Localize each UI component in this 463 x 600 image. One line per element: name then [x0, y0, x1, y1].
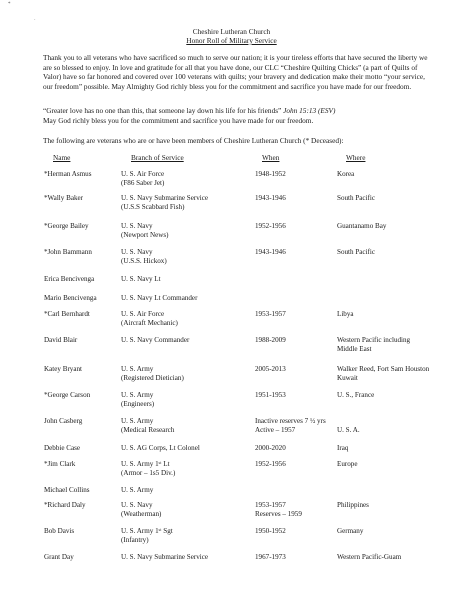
- veteran-branch-text: U. S. Navy Lt: [121, 275, 161, 283]
- veteran-when-text: 1943-1946: [255, 248, 286, 256]
- veteran-where-text: [337, 562, 401, 571]
- veteran-when-text: [255, 536, 286, 545]
- veteran-branch-text: U. S. Air Force: [121, 170, 165, 178]
- veteran-name-cell: [44, 391, 90, 400]
- veteran-when-text: 1952-1956: [255, 222, 286, 230]
- veteran-branch-cell: [121, 365, 184, 384]
- veteran-name-text: *Carl Bernhardt: [44, 310, 90, 318]
- veteran-when-text: [255, 294, 257, 303]
- veteran-name-text: *George Bailey: [44, 222, 89, 230]
- veteran-where-text: [337, 469, 358, 478]
- veteran-name-text: *John Bammann: [44, 248, 92, 256]
- veteran-where-cell: [337, 553, 401, 572]
- veteran-name-text: David Blair: [44, 336, 78, 344]
- veteran-when-cell: [255, 391, 286, 410]
- veteran-name-text: Mario Bencivenga: [44, 294, 97, 302]
- veteran-branch-cell: [121, 553, 208, 572]
- veteran-when-text: [255, 179, 286, 188]
- veteran-branch-text: U. S. Navy Submarine Service: [121, 194, 209, 202]
- veteran-where-cell: [337, 501, 369, 520]
- veteran-branch-text: (Aircraft Mechanic): [121, 319, 178, 328]
- veteran-where-cell: [337, 248, 375, 267]
- veteran-when-text: [255, 203, 286, 212]
- veteran-name-text: Grant Day: [44, 553, 74, 561]
- veteran-branch-cell: [121, 501, 161, 520]
- veteran-branch-cell: [121, 170, 164, 189]
- veteran-when-cell: [255, 336, 286, 355]
- veteran-when-text: 1951-1953: [255, 391, 286, 399]
- veteran-branch-text: (Infantry): [121, 536, 149, 545]
- veteran-when-cell: [255, 365, 286, 384]
- veteran-when-text: Active – 1957: [255, 426, 296, 435]
- veteran-branch-text: U. S. Navy Commander: [121, 336, 190, 344]
- veteran-where-text: [337, 417, 360, 426]
- veteran-when-text: 1967-1973: [255, 553, 286, 561]
- veteran-branch-text: U. S. Army 1ˢᵗ Lt: [121, 460, 170, 468]
- veteran-branch-text: U. S. Navy Submarine Service: [121, 553, 209, 561]
- veteran-where-cell: [337, 365, 429, 384]
- list-intro: The following are veterans who are or have been members of Cheshire Lutheran Church (* Deceased):: [43, 136, 344, 145]
- veteran-where-text: Guantanamo Bay: [337, 222, 387, 230]
- veteran-branch-cell: [121, 222, 168, 241]
- veteran-name-text: *George Carson: [44, 391, 91, 399]
- veteran-where-cell: [337, 170, 354, 189]
- column-header-branch: Branch of Service: [131, 153, 184, 162]
- veteran-name-text: John Casberg: [44, 417, 83, 425]
- veteran-when-cell: [255, 501, 302, 520]
- veteran-branch-text: [121, 562, 208, 571]
- veteran-name-cell: [44, 501, 86, 510]
- veteran-branch-text: U. S. Navy: [121, 501, 153, 509]
- veteran-when-cell: [255, 527, 286, 546]
- veteran-where-text: Middle East: [337, 345, 372, 354]
- veteran-where-cell: [337, 391, 374, 410]
- veteran-where-text: [337, 275, 339, 284]
- veteran-where-text: [337, 284, 339, 293]
- veteran-name-cell: [44, 294, 97, 303]
- veteran-name-cell: [44, 275, 94, 284]
- veteran-name-cell: [44, 336, 77, 345]
- veteran-where-text: [337, 400, 374, 409]
- veteran-name-cell: [44, 170, 91, 179]
- veteran-when-cell: [255, 170, 286, 189]
- veteran-where-text: South Pacific: [337, 248, 376, 256]
- veteran-where-text: U. S. A.: [337, 426, 360, 435]
- verse-blessing: May God richly bless you for the commitment and sacrifice you have made for our freedom.: [43, 115, 314, 125]
- veteran-when-text: [255, 275, 257, 284]
- veteran-name-cell: [44, 553, 74, 562]
- veteran-branch-text: (F86 Saber Jet): [121, 179, 165, 188]
- veteran-where-text: [337, 179, 354, 188]
- veteran-when-text: [255, 257, 286, 266]
- veteran-where-text: Europe: [337, 460, 358, 468]
- veteran-branch-text: U. S. Army: [121, 486, 154, 494]
- veteran-name-cell: [44, 194, 83, 203]
- veteran-branch-text: U. S. Army: [121, 365, 154, 373]
- veteran-where-text: [337, 486, 339, 495]
- veteran-where-text: Western Pacific-Guam: [337, 553, 402, 561]
- veteran-branch-cell: [121, 248, 167, 267]
- veteran-where-text: Kuwait: [337, 374, 358, 383]
- verse-paragraph: [43, 106, 433, 125]
- veteran-where-text: [337, 203, 375, 212]
- veteran-when-cell: [255, 194, 286, 213]
- veteran-when-text: 1988-2009: [255, 336, 286, 344]
- veteran-where-cell: [337, 194, 375, 213]
- veteran-where-text: Western Pacific including: [337, 336, 411, 344]
- veteran-where-text: Walker Reed, Fort Sam Houston: [337, 365, 430, 373]
- veteran-where-cell: [337, 417, 360, 436]
- veteran-when-text: [255, 486, 257, 495]
- veteran-where-text: [337, 536, 363, 545]
- veteran-where-cell: [337, 527, 363, 546]
- veteran-where-text: Iraq: [337, 444, 349, 452]
- veteran-branch-cell: [121, 194, 208, 213]
- veteran-where-text: Korea: [337, 170, 355, 178]
- veteran-branch-text: U. S. Army: [121, 391, 154, 399]
- column-header-name: Name: [53, 153, 71, 162]
- veteran-when-text: [255, 319, 286, 328]
- veteran-when-cell: [255, 222, 286, 241]
- veteran-when-cell: [255, 275, 257, 294]
- veteran-where-text: U. S., France: [337, 391, 375, 399]
- veteran-when-text: [255, 284, 257, 293]
- veteran-when-text: [255, 469, 286, 478]
- veteran-name-cell: [44, 365, 82, 374]
- veteran-branch-cell: [121, 391, 154, 410]
- veteran-name-text: *Wally Baker: [44, 194, 84, 202]
- intro-paragraph: Thank you to all veterans who have sacrificed so much to serve our nation; it is your tireless efforts that have secured the liberty we are so blessed to enjoy. In love and gratitude for all that you have done, our CLC “Cheshire Quilting Chicks” (a part of Quilts of Valor) have so far honored and covered over 100 veterans with quilts; your bravery and dedication make their motto “your service, our freedom” possible. May Almighty God richly bless you for the commitment and sacrifice you have made for our freedom.: [43, 53, 428, 91]
- veteran-branch-text: U. S. Army 1ˢᵗ Sgt: [121, 527, 173, 535]
- veteran-where-text: [337, 294, 339, 303]
- veteran-where-cell: [337, 336, 410, 355]
- veteran-when-cell: [255, 417, 326, 436]
- veteran-branch-text: (Weatherman): [121, 510, 162, 519]
- veteran-name-cell: [44, 310, 90, 319]
- veteran-when-text: 1953-1957: [255, 501, 286, 509]
- veteran-when-text: Reserves – 1959: [255, 510, 302, 519]
- veteran-when-text: [255, 231, 286, 240]
- veteran-when-text: [255, 345, 286, 354]
- veteran-name-text: *Herman Asmus: [44, 170, 92, 178]
- veteran-branch-text: (Armor – 1s5 Div.): [121, 469, 176, 478]
- veteran-where-cell: [337, 460, 358, 479]
- veteran-name-text: Michael Collins: [44, 486, 90, 494]
- veteran-where-cell: [337, 222, 386, 241]
- verse-quote: “Greater love has no one than this, that someone lay down his life for his friends”: [43, 106, 282, 115]
- veteran-branch-text: U. S. Army: [121, 417, 154, 425]
- veteran-when-text: Inactive reserves 7 ½ yrs: [255, 417, 326, 425]
- veteran-name-cell: [44, 527, 74, 536]
- veteran-when-cell: [255, 553, 286, 572]
- veteran-when-text: 1952-1956: [255, 460, 286, 468]
- veteran-name-cell: [44, 248, 92, 257]
- document-header: [0, 27, 463, 45]
- veteran-when-text: 1943-1946: [255, 194, 286, 202]
- scan-mark: *: [8, 2, 11, 7]
- veteran-branch-text: U. S. Navy Lt Commander: [121, 294, 198, 302]
- veteran-name-text: Bob Davis: [44, 527, 75, 535]
- veteran-name-cell: [44, 460, 75, 469]
- veteran-when-text: [255, 400, 286, 409]
- veteran-branch-text: U. S. AG Corps, Lt Colonel: [121, 444, 200, 452]
- veteran-when-text: 1948-1952: [255, 170, 286, 178]
- veteran-name-cell: [44, 222, 89, 231]
- veteran-where-cell: [337, 275, 339, 294]
- veteran-branch-text: (Registered Dietician): [121, 374, 184, 383]
- veteran-branch-text: U. S. Navy: [121, 222, 153, 230]
- column-header-when: When: [262, 153, 280, 162]
- column-header-where: Where: [346, 153, 366, 162]
- veteran-when-text: 1953-1957: [255, 310, 286, 318]
- veteran-where-text: [337, 319, 354, 328]
- veteran-branch-cell: [121, 275, 161, 294]
- document-title: Honor Roll of Military Service: [186, 36, 277, 45]
- veteran-branch-cell: [121, 417, 174, 436]
- veteran-branch-text: [121, 284, 161, 293]
- veteran-when-text: [255, 562, 286, 571]
- veteran-when-cell: [255, 310, 286, 329]
- veteran-name-text: Debbie Case: [44, 444, 81, 452]
- veteran-when-cell: [255, 248, 286, 267]
- veteran-branch-cell: [121, 527, 173, 546]
- veteran-branch-text: (Newport News): [121, 231, 169, 240]
- veteran-when-text: 2005-2013: [255, 365, 286, 373]
- veteran-name-cell: [44, 417, 82, 426]
- church-name: Cheshire Lutheran Church: [192, 27, 271, 36]
- veteran-branch-cell: [121, 336, 189, 355]
- veteran-name-text: *Jim Clark: [44, 460, 76, 468]
- veteran-branch-cell: [121, 460, 175, 479]
- veteran-where-text: Libya: [337, 310, 354, 318]
- veteran-name-cell: [44, 486, 90, 495]
- veteran-branch-text: U. S. Navy: [121, 248, 153, 256]
- veteran-branch-text: U. S. Air Force: [121, 310, 165, 318]
- veteran-name-text: Katey Bryant: [44, 365, 83, 373]
- veteran-branch-text: (Engineers): [121, 400, 155, 409]
- veteran-when-text: 2000-2020: [255, 444, 286, 452]
- veteran-name-text: Erica Bencivenga: [44, 275, 95, 283]
- veteran-branch-text: (Medical Research: [121, 426, 175, 435]
- veteran-name-text: *Richard Daly: [44, 501, 86, 509]
- veteran-where-text: Philippines: [337, 501, 369, 509]
- veteran-when-cell: [255, 460, 286, 479]
- veteran-when-text: 1950-1952: [255, 527, 286, 535]
- veteran-when-text: [255, 374, 286, 383]
- veteran-where-text: [337, 510, 369, 519]
- veteran-branch-text: (U.S.S. Hickox): [121, 257, 167, 266]
- veteran-branch-cell: [121, 310, 178, 329]
- veteran-branch-text: (U.S.S Scabbard Fish): [121, 203, 185, 212]
- veteran-branch-text: [121, 345, 189, 354]
- veteran-name-cell: [44, 444, 80, 453]
- scan-mark: ·: [34, 18, 36, 23]
- veteran-where-text: South Pacific: [337, 194, 376, 202]
- verse-reference: John 15:13 (ESV): [283, 106, 336, 115]
- veteran-where-text: Germany: [337, 527, 364, 535]
- veteran-where-text: [337, 231, 386, 240]
- veteran-where-cell: [337, 310, 354, 329]
- veteran-where-text: [337, 257, 375, 266]
